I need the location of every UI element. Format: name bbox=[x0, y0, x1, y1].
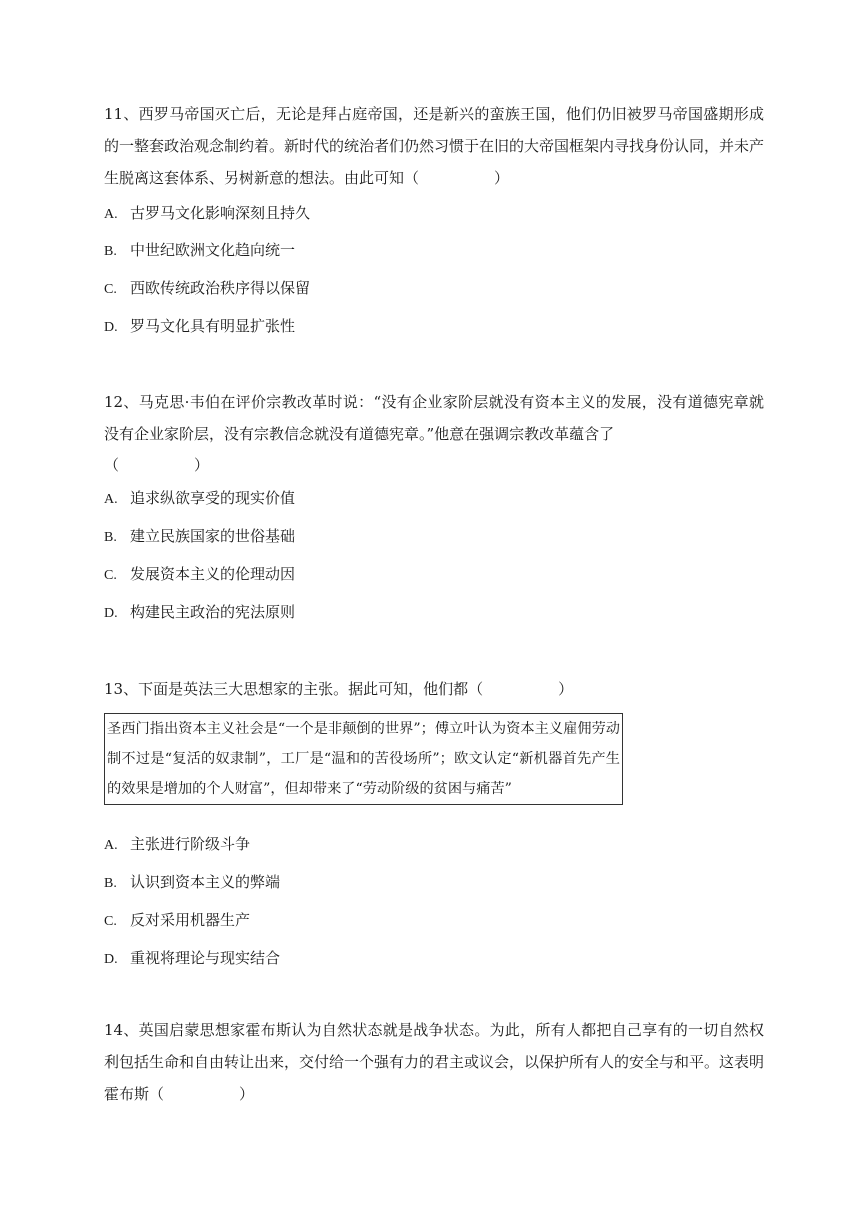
option-list bbox=[104, 203, 764, 223]
option-letter: B. bbox=[104, 876, 117, 891]
option-c[interactable] bbox=[104, 278, 764, 298]
option-letter: D. bbox=[104, 320, 118, 335]
option-c[interactable] bbox=[104, 910, 764, 930]
option-letter: A. bbox=[104, 838, 118, 853]
question-14 bbox=[104, 1014, 764, 1110]
option-list bbox=[104, 488, 764, 508]
option-letter: A. bbox=[104, 492, 118, 507]
option-list bbox=[104, 240, 764, 260]
option-d[interactable] bbox=[104, 316, 764, 336]
option-list bbox=[104, 564, 764, 584]
option-text: 古罗马文化影响深刻且持久 bbox=[130, 204, 311, 222]
option-letter: A. bbox=[104, 207, 118, 222]
option-text: 认识到资本主义的弊端 bbox=[130, 873, 281, 891]
question-13 bbox=[104, 673, 764, 705]
option-list bbox=[104, 278, 764, 298]
question-stem: 11、西罗马帝国灭亡后，无论是拜占庭帝国，还是新兴的蛮族王国，他们仍旧被罗马帝国盛期形成的一整套政治观念制约着。新时代的统治者们仍然习惯于在旧的大帝国框架内寻找身份认同，并未产生脱离这套体系、另树新意的想法。由此可知（ ） bbox=[104, 105, 765, 187]
option-list bbox=[104, 316, 764, 336]
option-letter: D. bbox=[104, 952, 118, 967]
option-letter: B. bbox=[104, 244, 117, 259]
option-letter: C. bbox=[104, 282, 117, 297]
quote-box: 圣西门指出资本主义社会是“一个是非颠倒的世界”；傅立叶认为资本主义雇佣劳动制不过是“复活的奴隶制”，工厂是“温和的苦役场所”；欧文认定“新机器首先产生的效果是增加的个人财富”，但却带来了“劳动阶级的贫困与痛苦” bbox=[104, 713, 623, 805]
option-text: 重视将理论与现实结合 bbox=[130, 949, 281, 967]
option-a[interactable] bbox=[104, 488, 764, 508]
option-list bbox=[104, 872, 764, 892]
option-c[interactable] bbox=[104, 564, 764, 584]
option-a[interactable] bbox=[104, 834, 764, 854]
option-text: 追求纵欲享受的现实价值 bbox=[130, 489, 296, 507]
answer-blank: （ ） bbox=[104, 456, 210, 474]
option-list bbox=[104, 526, 764, 546]
question-stem: 14、英国启蒙思想家霍布斯认为自然状态就是战争状态。为此，所有人都把自己享有的一切自然权利包括生命和自由转让出来，交付给一个强有力的君主或议会，以保护所有人的安全与和平。这表明霍布斯（ ） bbox=[104, 1021, 765, 1103]
option-a[interactable] bbox=[104, 203, 764, 223]
question-stem: 12、马克思·韦伯在评价宗教改革时说：“没有企业家阶层就没有资本主义的发展，没有道德宪章就没有企业家阶层，没有宗教信念就没有道德宪章。”他意在强调宗教改革蕴含了 bbox=[104, 393, 764, 443]
option-letter: C. bbox=[104, 568, 117, 583]
option-list bbox=[104, 834, 764, 854]
option-b[interactable] bbox=[104, 526, 764, 546]
question-11 bbox=[104, 98, 764, 194]
question-12 bbox=[104, 386, 764, 480]
option-b[interactable] bbox=[104, 240, 764, 260]
option-list bbox=[104, 948, 764, 968]
option-d[interactable] bbox=[104, 602, 764, 622]
option-b[interactable] bbox=[104, 872, 764, 892]
option-text: 发展资本主义的伦理动因 bbox=[130, 565, 296, 583]
question-stem: 13、下面是英法三大思想家的主张。据此可知，他们都（ ） bbox=[104, 680, 574, 698]
option-letter: C. bbox=[104, 914, 117, 929]
option-text: 西欧传统政治秩序得以保留 bbox=[130, 279, 311, 297]
option-d[interactable] bbox=[104, 948, 764, 968]
option-text: 反对采用机器生产 bbox=[130, 911, 251, 929]
option-text: 中世纪欧洲文化趋向统一 bbox=[130, 241, 296, 259]
option-list bbox=[104, 602, 764, 622]
option-letter: D. bbox=[104, 606, 118, 621]
option-text: 建立民族国家的世俗基础 bbox=[130, 527, 296, 545]
option-text: 主张进行阶级斗争 bbox=[130, 835, 251, 853]
option-list bbox=[104, 910, 764, 930]
option-letter: B. bbox=[104, 530, 117, 545]
option-text: 构建民主政治的宪法原则 bbox=[130, 603, 296, 621]
option-text: 罗马文化具有明显扩张性 bbox=[130, 317, 296, 335]
